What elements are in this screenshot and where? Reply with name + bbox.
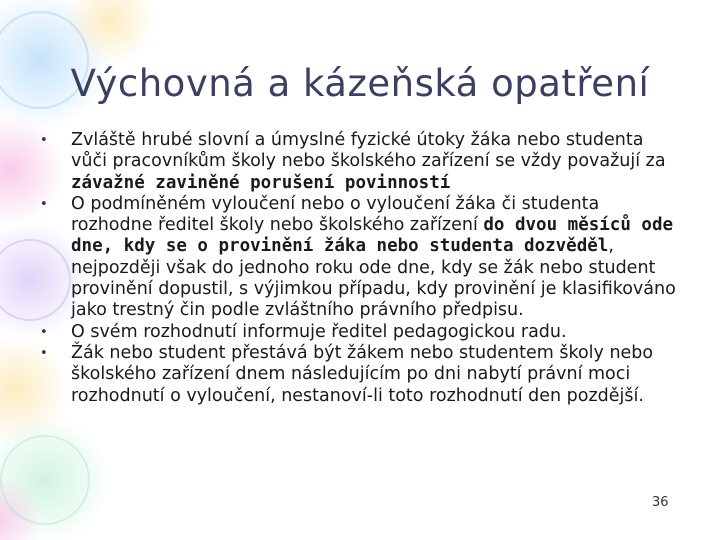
text-run: O svém rozhodnutí informuje ředitel pedagogickou radu.: [71, 321, 567, 342]
bullet-item: [38, 130, 678, 194]
bullet-text: [71, 194, 678, 322]
bullet-text: [71, 343, 678, 407]
bullet-text: [71, 322, 678, 343]
bullet-marker: •: [40, 324, 48, 340]
text-run: , nejpozději však do jednoho roku ode dne, kdy se žák nebo student provinění dopustil, s výjimkou případu, kdy provinění je klasifikováno jako trestný čin podle zvláštního právního předpisu.: [71, 236, 676, 321]
text-run: Žák nebo student přestává být žákem nebo studentem školy nebo školského zařízení dnem následujícím po dni nabytí právní moci rozhodnutí o vyloučení, nestanoví-li toto rozhodnutí den pozdější.: [71, 342, 654, 406]
bullet-marker: •: [40, 133, 48, 148]
bullet-list: [38, 130, 678, 407]
text-run: Zvláště hrubé slovní a úmyslné fyzické útoky žáka nebo studenta vůči pracovníkům školy nebo školského zařízení se vždy považují za: [71, 130, 666, 172]
slide-title: Výchovná a kázeňská opatření: [70, 62, 650, 105]
bullet-item: [38, 322, 678, 343]
bullet-item: [38, 343, 678, 407]
text-run: O podmíněném vyloučení nebo o vyloučení žáka či studenta rozhodne ředitel školy nebo školského zařízení: [71, 193, 600, 236]
bullet-marker: •: [40, 196, 48, 212]
bullet-item: [38, 194, 678, 322]
emphasized-text: do dvou měsíců ode dne, kdy se o provinění žáka nebo studenta dozvěděl: [71, 215, 674, 257]
bullet-text: [71, 130, 678, 194]
bullet-marker: •: [40, 345, 48, 361]
page-number: 36: [652, 495, 669, 510]
emphasized-text: závažné zaviněné porušení povinností: [71, 172, 451, 193]
